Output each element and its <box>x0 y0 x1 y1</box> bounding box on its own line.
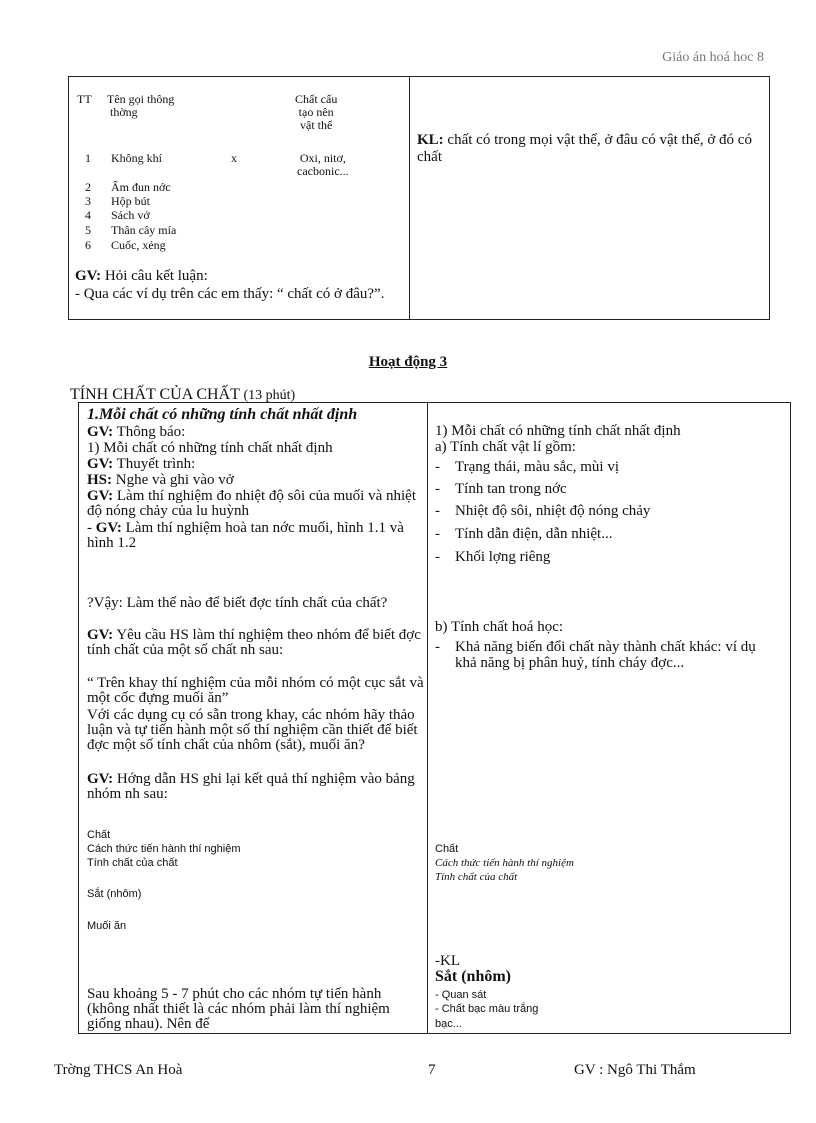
gv-text: Hỏi câu kết luận: <box>101 268 208 284</box>
gv-question <box>75 268 405 284</box>
conclusion <box>417 132 762 166</box>
right-sub-1: Chất <box>435 843 459 855</box>
row-2-num: 2 <box>85 180 91 194</box>
left-quote-2: Với các dụng cụ có sẵn trong khay, các nhóm hãy thảo luận và tự tiến hành một số thí nghiệm cần thiết để biết đợc một số tính chất của nhôm (sắt), muối ăn? <box>87 707 418 753</box>
right-kl: -KL <box>435 953 460 969</box>
row-1-name: Không khí <box>111 151 162 165</box>
left-line-1: GV: Thông báo: <box>87 424 186 440</box>
left-sub-4: Sắt (nhôm) <box>87 888 142 900</box>
row-3-num: 3 <box>85 194 91 208</box>
gv-label: GV: <box>75 268 102 284</box>
bullet-4: - Tính dẫn điện, dẫn nhiệt... <box>435 526 613 542</box>
row-1-num: 1 <box>85 151 91 165</box>
bullet-2: - Tính tan trong nớc <box>435 481 567 497</box>
section-time: (13 phút) <box>239 388 296 403</box>
row-1-mark: x <box>231 151 237 165</box>
left-heading: 1.Mỗi chất có những tính chất nhất định <box>87 406 358 423</box>
right-line-1: 1) Mỗi chất có những tính chất nhất định <box>435 423 681 439</box>
section-name: TÍNH CHẤT CỦA CHẤT <box>70 386 240 403</box>
col-substance: Chất cấu tạo nên vật thể <box>295 92 338 132</box>
left-line-4: HS: Nghe và ghi vào vở <box>87 472 234 488</box>
right-observe-3: bạc... <box>435 1018 462 1030</box>
activity-title: Hoạt động 3 <box>368 354 448 370</box>
bullet-1: - Trạng thái, màu sắc, mùi vị <box>435 459 620 475</box>
bullet-5: - Khối lợng riêng <box>435 549 551 565</box>
col-tt: TT <box>77 92 92 106</box>
right-iron: Sắt (nhôm) <box>435 968 512 985</box>
chem-bullet: - Khả năng biến đổi chất này thành chất khác: ví dụ khả năng bị phân huỷ, tính cháy đợc... <box>435 639 756 671</box>
left-line-5: GV: Làm thí nghiệm đo nhiệt độ sôi của muối và nhiệt độ nóng chảy của lu huỳnh <box>87 488 416 519</box>
column-divider <box>427 403 428 1033</box>
row-4-num: 4 <box>85 208 91 222</box>
row-1-substance: Oxi, nitơ, cacbonic... <box>297 151 349 178</box>
page-number: 7 <box>428 1062 436 1078</box>
left-sub-3: Tính chất của chất <box>87 857 178 869</box>
row-3-name: Hộp bút <box>111 194 150 208</box>
footer-teacher: GV : Ngô Thi Thắm <box>574 1062 696 1078</box>
right-sub-2: Cách thức tiến hành thí nghiệm <box>435 857 574 869</box>
table-existence <box>68 76 770 320</box>
right-line-3: b) Tính chất hoá học: <box>435 619 564 635</box>
table-properties <box>78 402 791 1034</box>
row-2-name: Ấm đun nớc <box>111 180 171 194</box>
right-observe: - Quan sát <box>435 989 487 1001</box>
row-5-num: 5 <box>85 223 91 237</box>
left-line-7: GV: Yêu cầu HS làm thí nghiệm theo nhóm để biết đợc tính chất của một số chất nh sau: <box>87 627 421 658</box>
footer-school: Trờng THCS An Hoà <box>54 1062 183 1078</box>
column-divider <box>409 77 410 319</box>
left-sub-2: Cách thức tiến hành thí nghiệm <box>87 843 241 855</box>
col-name: Tên gọi thông thờng <box>107 92 175 119</box>
left-question: ?Vậy: Làm thế nào để biết đợc tính chất của chất? <box>87 595 388 611</box>
row-5-name: Thân cây mía <box>111 223 177 237</box>
row-4-name: Sách vở <box>111 208 150 222</box>
kl-text: chất có trong mọi vật thể, ở đâu có vật thể, ở đó có chất <box>417 132 752 165</box>
left-line-3: GV: Thuyết trình: <box>87 456 196 472</box>
page-header: Giáo án hoá hoc 8 <box>662 50 764 65</box>
right-sub-3: Tính chất của chất <box>435 871 518 883</box>
right-line-2: a) Tính chất vật lí gồm: <box>435 439 576 455</box>
left-last: Sau khoảng 5 - 7 phút cho các nhóm tự tiến hành (không nhất thiết là các nhóm phải làm thí nghiệm giống nhau). Nên để <box>87 986 390 1032</box>
left-quote: “ Trên khay thí nghiệm của mỗi nhóm có một cục sắt và một cốc đựng muối ăn” <box>87 675 424 706</box>
kl-label: KL: <box>417 132 444 148</box>
row-6-num: 6 <box>85 238 91 252</box>
right-observe-2: - Chất bạc màu trắng <box>435 1003 539 1015</box>
row-6-name: Cuốc, xẻng <box>111 238 166 252</box>
left-sub-5: Muối ăn <box>87 920 127 932</box>
bullet-3: - Nhiệt độ sôi, nhiệt độ nóng chảy <box>435 503 651 519</box>
left-line-6: - GV: Làm thí nghiệm hoà tan nớc muối, hình 1.1 và hình 1.2 <box>87 520 404 551</box>
left-line-2: 1) Mỗi chất có những tính chất nhất định <box>87 440 333 456</box>
left-sub-1: Chất <box>87 829 111 841</box>
left-line-8: GV: Hớng dẫn HS ghi lại kết quả thí nghiệm vào bảng nhóm nh sau: <box>87 771 415 802</box>
question-text: - Qua các ví dụ trên các em thấy: “ chất có ở đâu?”. <box>75 286 385 302</box>
